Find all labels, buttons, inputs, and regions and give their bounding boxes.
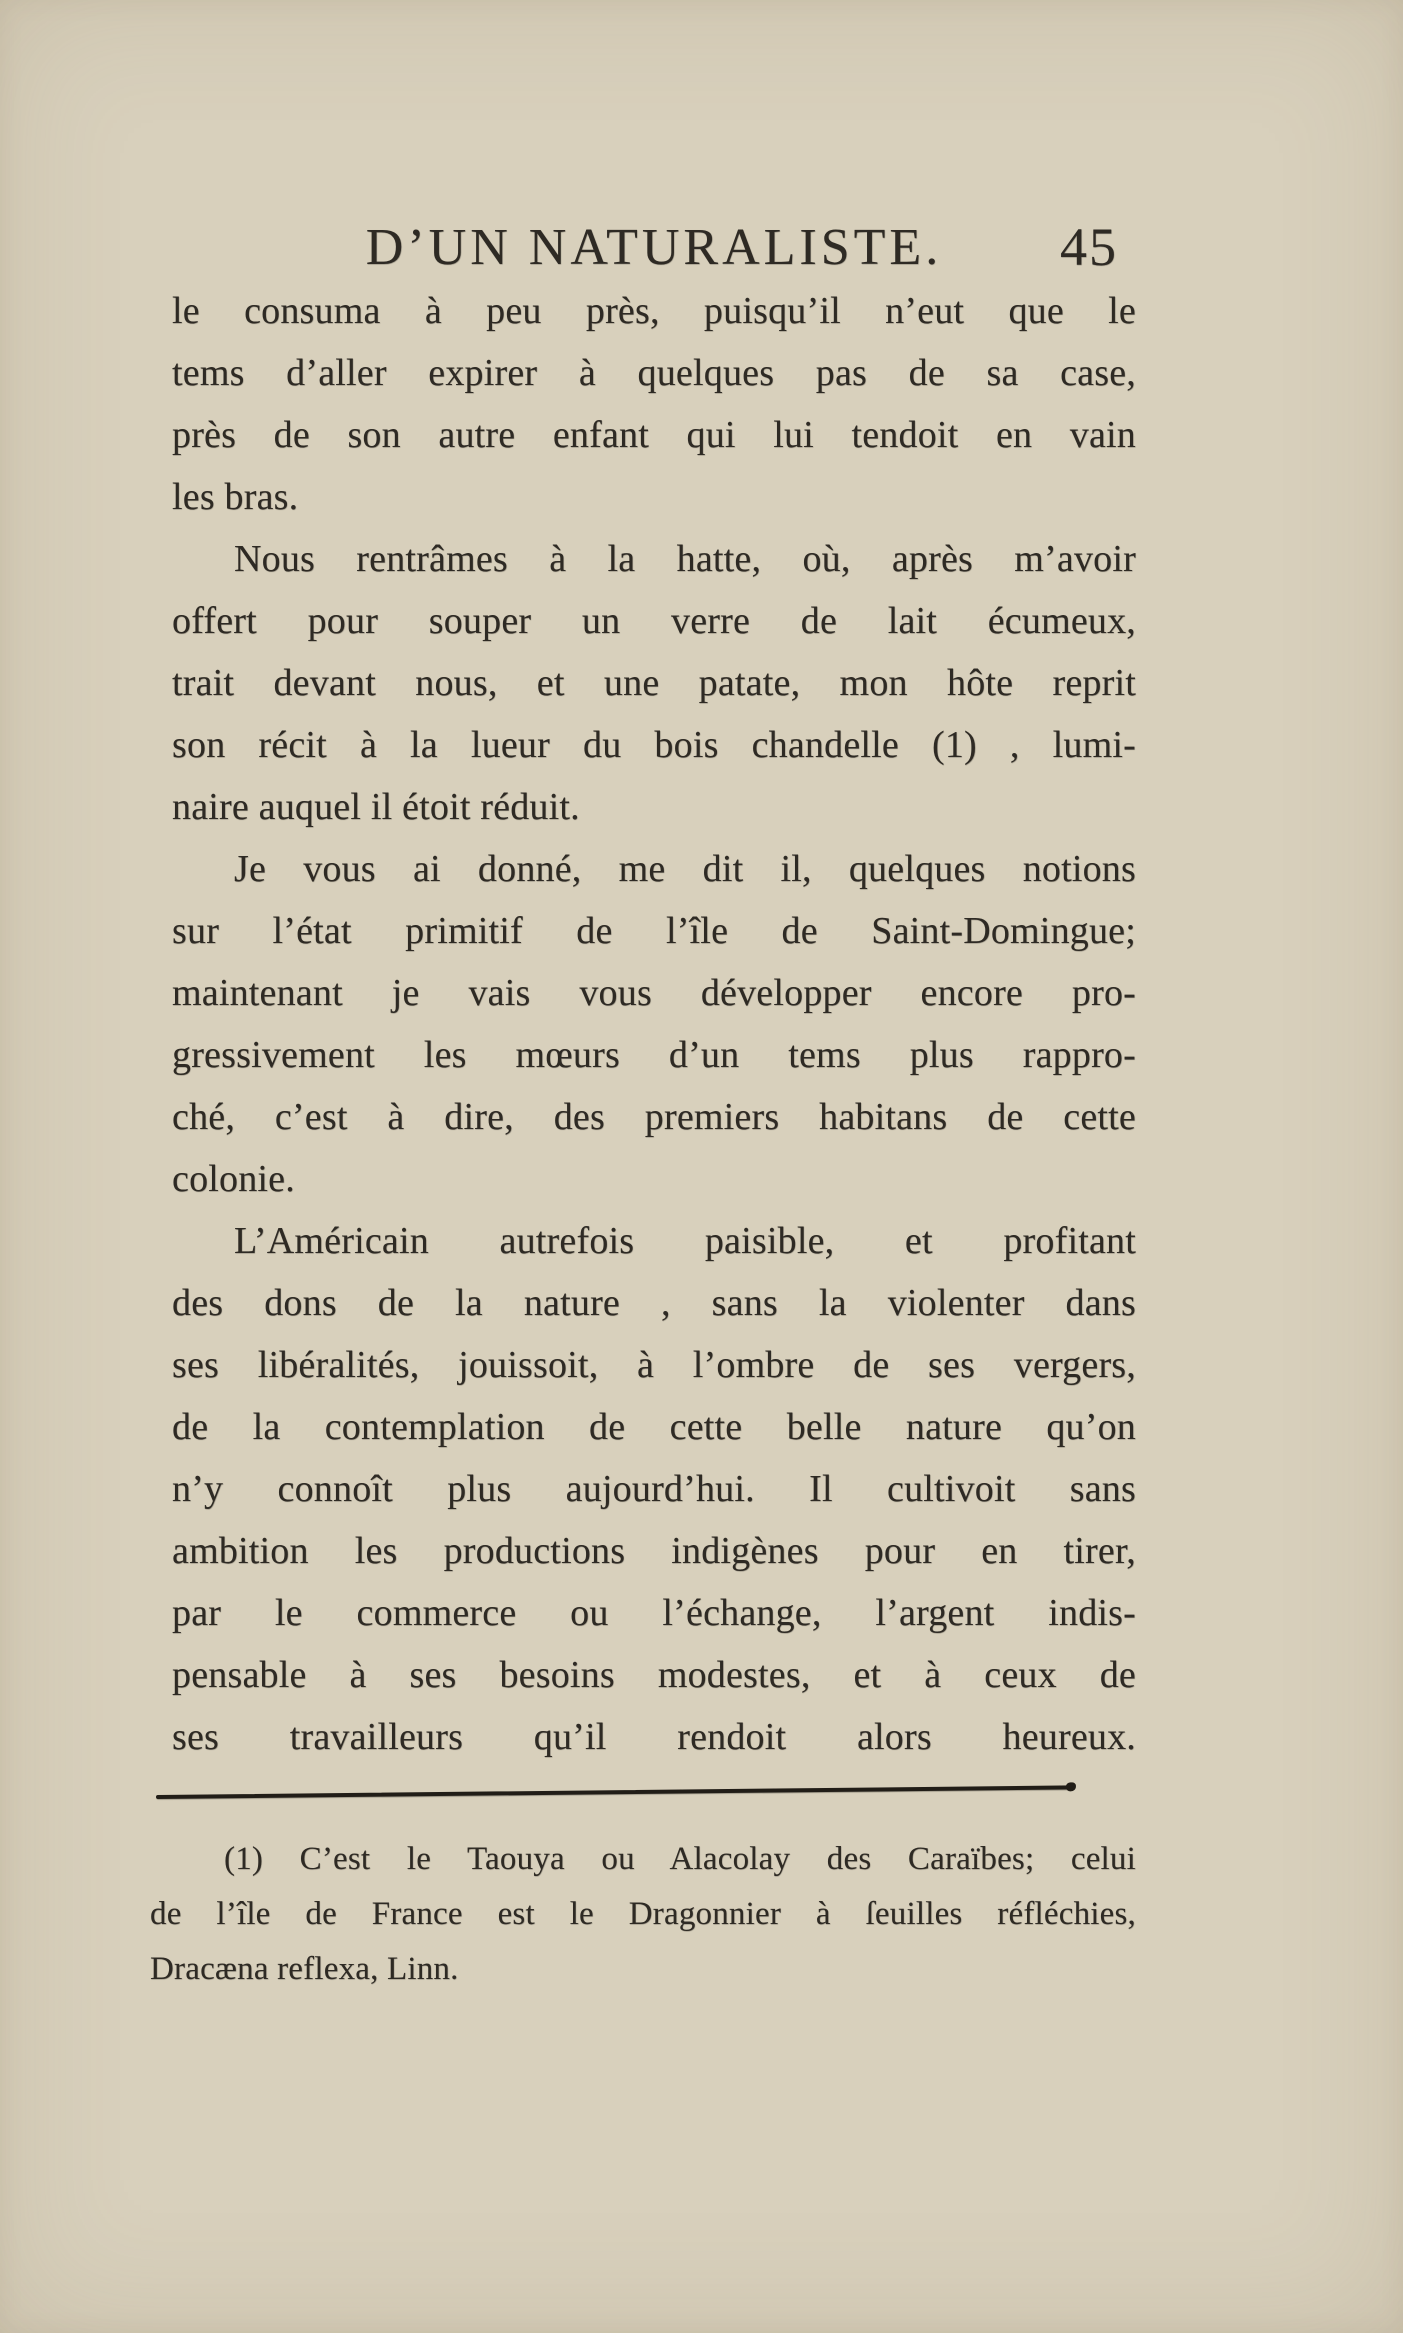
body-text-line: ses travailleurs qu’il rendoit alors heureux. — [172, 1716, 1136, 1758]
page-body-text — [172, 280, 1136, 1768]
body-text-line: près de son autre enfant qui lui tendoit en vain — [172, 414, 1136, 456]
footnote-line: Dracæna reflexa, Linn. — [150, 1951, 459, 1987]
body-text-line: tems d’aller expirer à quelques pas de sa case, — [172, 352, 1136, 394]
body-text-line: ché, c’est à dire, des premiers habitans de cette — [172, 1096, 1136, 1138]
body-text-line: L’Américain autrefois paisible, et profitant — [234, 1220, 1136, 1262]
body-text-line: n’y connoît plus aujourd’hui. Il cultivoit sans — [172, 1468, 1136, 1510]
body-text-line: Nous rentrâmes à la hatte, où, après m’avoir — [234, 538, 1136, 580]
body-text-line: pensable à ses besoins modestes, et à ceux de — [172, 1654, 1136, 1696]
running-header-title: D’UN NATURALISTE. — [365, 219, 943, 276]
body-text-line: sur l’état primitif de l’île de Saint-Domingue; — [172, 910, 1136, 952]
body-text-line: naire auquel il étoit réduit. — [172, 786, 580, 828]
body-text-line: les bras. — [172, 476, 299, 518]
body-text-line: offert pour souper un verre de lait écumeux, — [172, 600, 1136, 642]
body-text-line: maintenant je vais vous développer encore pro- — [172, 972, 1136, 1014]
page-number: 45 — [1060, 217, 1118, 277]
footnote-line: de l’île de France est le Dragonnier à ſeuilles réfléchies, — [150, 1896, 1136, 1932]
body-text-line: le consuma à peu près, puisqu’il n’eut que le — [172, 290, 1136, 332]
footnote-line: (1) C’est le Taouya ou Alacolay des Caraïbes; celui — [224, 1841, 1136, 1877]
body-text-line: ses libéralités, jouissoit, à l’ombre de ses vergers, — [172, 1344, 1136, 1386]
body-text-line: son récit à la lueur du bois chandelle (1) , lumi- — [172, 724, 1136, 766]
body-text-line: de la contemplation de cette belle nature qu’on — [172, 1406, 1136, 1448]
running-header — [172, 217, 1136, 280]
body-text-line: des dons de la nature , sans la violenter dans — [172, 1282, 1136, 1324]
body-text-line: colonie. — [172, 1158, 295, 1200]
body-text-line: par le commerce ou l’échange, l’argent indis- — [172, 1592, 1136, 1634]
footnote — [150, 1832, 1136, 1997]
body-text-line: ambition les productions indigènes pour en tirer, — [172, 1530, 1136, 1572]
body-text-line: gressivement les mœurs d’un tems plus rappro- — [172, 1034, 1136, 1076]
body-text-line: Je vous ai donné, me dit il, quelques notions — [234, 848, 1136, 890]
footnote-separator-rule — [156, 1785, 1074, 1799]
body-text-line: trait devant nous, et une patate, mon hôte reprit — [172, 662, 1136, 704]
